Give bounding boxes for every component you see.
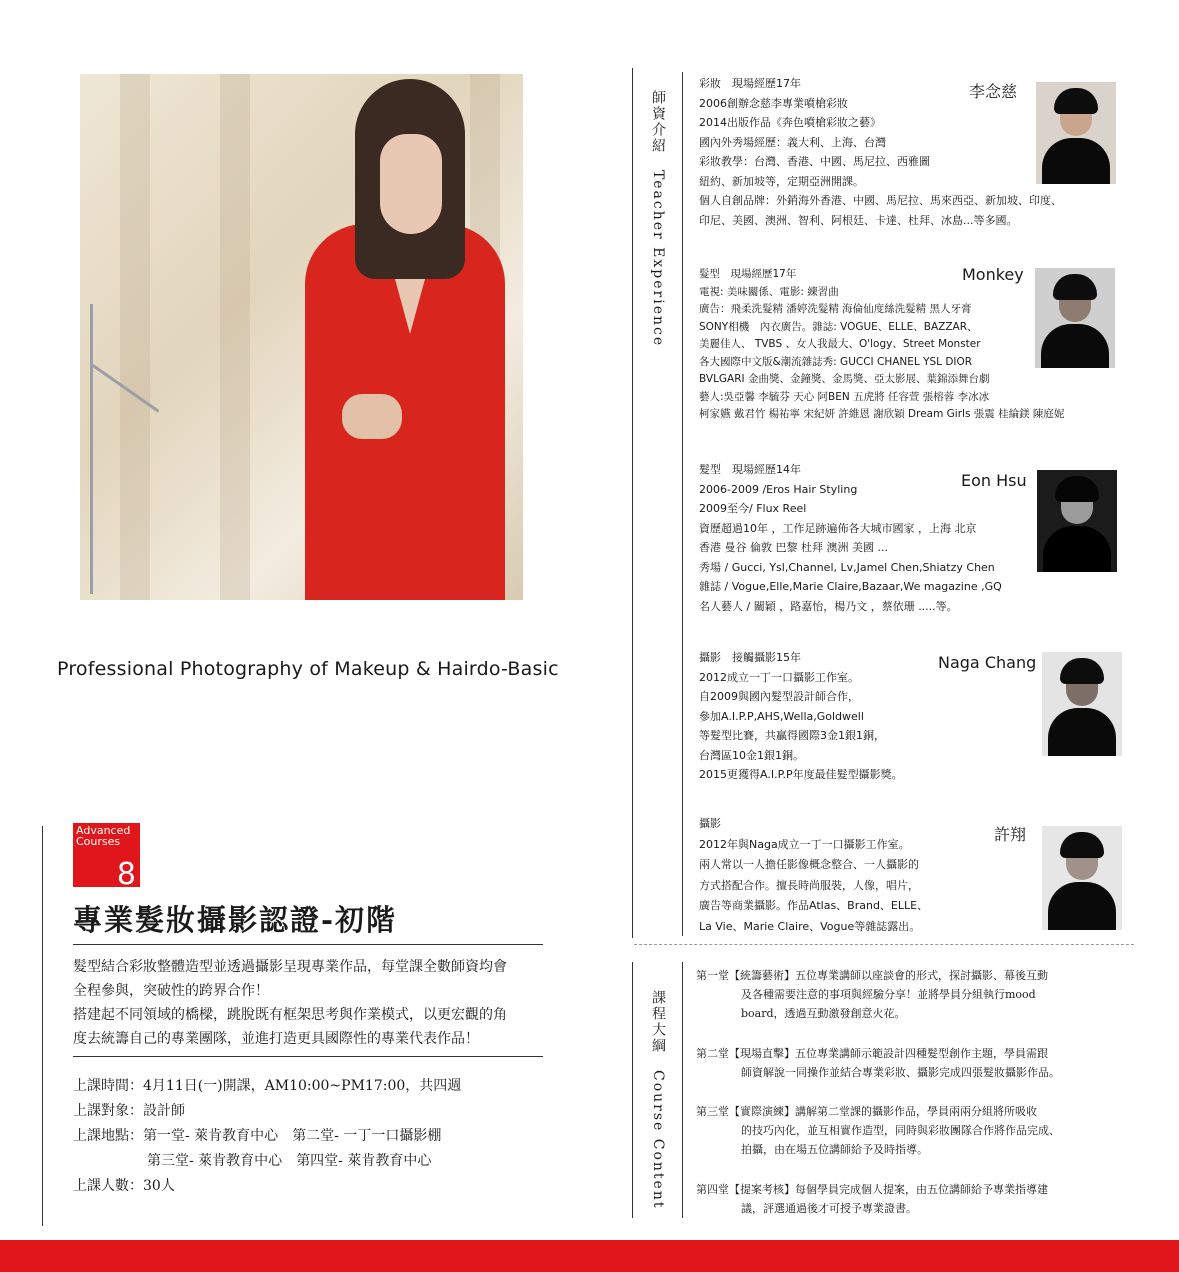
intro-line: 髮型結合彩妝整體造型並透過攝影呈現專業作品，每堂課全數師資均會 bbox=[73, 959, 507, 975]
portrait-hair bbox=[1060, 658, 1104, 684]
portrait-hair bbox=[1055, 476, 1099, 502]
bio-line: 個人自創品牌：外銷海外香港、中國、馬尼拉、馬來西亞、新加坡、印度、 bbox=[699, 194, 1062, 207]
bio-line: 髮型 現場經歷17年 bbox=[699, 268, 797, 280]
teacher-name: Monkey bbox=[962, 265, 1024, 284]
teacher-portrait bbox=[1036, 82, 1116, 184]
info-place-4: 第四堂- 萊肯教育中心 bbox=[296, 1153, 432, 1169]
course-session bbox=[696, 966, 1116, 1023]
teacher-name: Naga Chang bbox=[938, 653, 1037, 672]
course-intro bbox=[73, 955, 551, 1051]
teacher-rule bbox=[682, 72, 683, 936]
bio-line: 自2009與國內髮型設計師合作， bbox=[699, 690, 859, 703]
course-name-english: Professional Photography of Makeup & Hairdo-Basic bbox=[57, 658, 559, 680]
info-place-2: 第二堂- 一丁一口攝影棚 bbox=[292, 1128, 442, 1144]
bio-line: 印尼、美國、澳洲、智利、阿根廷、卡達、杜拜、冰島...等多國。 bbox=[699, 213, 1018, 227]
bio-line: 彩妝教學：台灣、香港、中國、馬尼拉、西雅圖 bbox=[699, 155, 930, 168]
teacher-portrait bbox=[1037, 470, 1117, 572]
bio-line: 方式搭配合作。擅長時尚服裝，人像，唱片， bbox=[699, 878, 919, 892]
bio-line: SONY相機 內衣廣告。雜誌: VOGUE、ELLE、BAZZAR、 bbox=[699, 320, 978, 333]
session-head: 第三堂【實際演練】講解第二堂課的攝影作品，學員兩兩分組將所吸收 bbox=[696, 1105, 1037, 1118]
course-session bbox=[696, 1102, 1116, 1159]
bio-line: 2006-2009 /Eros Hair Styling bbox=[699, 482, 858, 496]
intro-line: 搭建起不同領域的橋樑，跳脫既有框架思考與作業模式，以更宏觀的角 bbox=[73, 1007, 507, 1023]
portrait-hair bbox=[1060, 832, 1104, 858]
info-place-1: 第一堂- 萊肯教育中心 bbox=[143, 1128, 279, 1144]
info-place bbox=[73, 1124, 461, 1149]
teacher-card bbox=[699, 460, 1119, 616]
teacher-name: Eon Hsu bbox=[961, 471, 1027, 490]
left-vertical-rule bbox=[42, 826, 43, 1226]
course-session bbox=[696, 1180, 1116, 1218]
course-rule bbox=[682, 962, 683, 1218]
bio-line: La Vie、Marie Claire、Vogue等雜誌露出。 bbox=[699, 919, 921, 933]
bio-line: 秀場 / Gucci, Ysl,Channel, Lv,Jamel Chen,Shiatzy Chen bbox=[699, 560, 995, 574]
bio-line: 兩人常以一人擔任影像概念整合、一人攝影的 bbox=[699, 858, 919, 871]
bio-line: 攝影 bbox=[699, 817, 721, 830]
teacher-portrait bbox=[1035, 268, 1115, 368]
bio-line: 廣告：飛柔洗髮精 潘婷洗髮精 海倫仙度絲洗髮精 黑人牙膏 bbox=[699, 303, 972, 315]
session-line: board，透過互動激發創意火花。 bbox=[741, 1007, 906, 1020]
bio-line: 雜誌 / Vogue,Elle,Marie Claire,Bazaar,We magazine ,GQ bbox=[699, 580, 1002, 593]
light-stand bbox=[90, 304, 183, 594]
bio-line: 攝影 接觸攝影15年 bbox=[699, 651, 801, 664]
bio-line: 藝人:吳亞馨 李毓芬 天心 阿BEN 五虎將 任容萱 張榕蓉 李冰冰 bbox=[699, 390, 990, 403]
bottom-red-bar bbox=[0, 1240, 1179, 1272]
badge-number: 8 bbox=[116, 857, 136, 892]
teacher-name: 許翔 bbox=[994, 825, 1027, 844]
bio-line: 等髮型比賽，共贏得國際3金1銀1銅， bbox=[699, 729, 885, 742]
bio-line: 廣告等商業攝影。作品Atlas、Brand、ELLE、 bbox=[699, 899, 929, 912]
portrait-body bbox=[1048, 882, 1116, 930]
session-line: 師資解說一同操作並結合專業彩妝、攝影完成四張髮妝攝影作品。 bbox=[741, 1066, 1060, 1079]
session-line: 及各種需要注意的事項與經驗分享！並將學員分組執行mood bbox=[741, 988, 1036, 1001]
teacher-portrait bbox=[1042, 652, 1122, 756]
course-session bbox=[696, 1044, 1116, 1082]
teacher-card bbox=[699, 814, 1119, 937]
badge-line2: Courses bbox=[76, 835, 121, 848]
bio-line: 2014出版作品《奔色噴槍彩妝之藝》 bbox=[699, 116, 881, 129]
portrait-hair bbox=[1054, 88, 1098, 114]
bio-line: 台灣區10金1銀1銅。 bbox=[699, 748, 804, 762]
hero-model-photo bbox=[80, 74, 523, 600]
bio-line: 國內外秀場經歷：義大利、上海、台灣 bbox=[699, 135, 886, 149]
teacher-name: 李念慈 bbox=[969, 82, 1018, 101]
bio-line: 髮型 現場經歷14年 bbox=[699, 463, 801, 476]
center-rule bbox=[632, 68, 633, 938]
model-face bbox=[380, 134, 442, 234]
center-rule bbox=[632, 962, 633, 1218]
bio-line: 名人藝人 / 關穎 ，路嘉怡，楊乃文 ，蔡依珊 .....等。 bbox=[699, 599, 958, 613]
portrait-body bbox=[1041, 324, 1109, 368]
info-audience: 上課對象：設計師 bbox=[73, 1103, 185, 1119]
portrait-body bbox=[1042, 138, 1110, 184]
bio-line: 2012成立一丁一口攝影工作室。 bbox=[699, 670, 859, 684]
bio-line: 電視: 美味關係、電影: 練習曲 bbox=[699, 285, 839, 298]
info-count: 上課人數：30人 bbox=[73, 1178, 175, 1194]
bio-line: 2006創辦念慈李專業噴槍彩妝 bbox=[699, 96, 848, 110]
bio-line: 美麗佳人、 TVBS 、女人我最大、O'logy、Street Monster bbox=[699, 338, 981, 350]
info-place-label: 上課地點： bbox=[73, 1128, 143, 1144]
info-place-3: 第三堂- 萊肯教育中心 bbox=[147, 1153, 283, 1169]
bio-line: BVLGARI 金曲獎、金鐘獎、金馬獎、亞太影展、葉錦添舞台劇 bbox=[699, 373, 990, 385]
badge-line1: Advanced bbox=[76, 824, 131, 837]
bio-line: 香港 曼谷 倫敦 巴黎 杜拜 澳洲 美國 ... bbox=[699, 541, 888, 554]
intro-divider bbox=[73, 1056, 543, 1057]
intro-line: 度去統籌自己的專業團隊，並進打造更具國際性的專業代表作品！ bbox=[73, 1031, 479, 1047]
bio-line: 柯家嬿 戴君竹 楊祐寧 宋紀妍 許維恩 謝欣穎 Dream Girls 張震 桂綸鎂 陳庭妮 bbox=[699, 408, 1065, 420]
bio-line: 參加A.I.P.P,AHS,Wella,Goldwell bbox=[699, 709, 864, 723]
section-dashed-divider bbox=[634, 944, 1134, 945]
course-title: 專業髮妝攝影認證-初階 bbox=[73, 903, 398, 937]
portrait-body bbox=[1043, 526, 1111, 572]
info-place-cont bbox=[73, 1149, 461, 1174]
bio-line: 2009至今/ Flux Reel bbox=[699, 502, 807, 515]
session-line: 拍攝，由在場五位講師給予及時指導。 bbox=[741, 1143, 928, 1156]
teacher-card bbox=[699, 266, 1119, 424]
portrait-hair bbox=[1053, 274, 1097, 300]
teacher-card bbox=[699, 74, 1119, 230]
badge-label bbox=[76, 825, 130, 847]
bio-line: 彩妝 現場經歷17年 bbox=[699, 77, 801, 90]
teacher-portrait bbox=[1042, 826, 1122, 930]
advanced-courses-badge bbox=[73, 823, 140, 892]
title-divider bbox=[73, 944, 543, 945]
model-hand bbox=[342, 394, 402, 439]
session-head: 第二堂【現場直擊】五位專業講師示範設計四種髮型創作主題，學員需跟 bbox=[696, 1047, 1048, 1060]
session-line: 議，評選通過後才可授予專業證書。 bbox=[741, 1202, 917, 1215]
session-head: 第一堂【統籌藝術】五位專業講師以座談會的形式，探討攝影、幕後互動 bbox=[696, 969, 1048, 982]
session-head: 第四堂【提案考核】每個學員完成個人提案，由五位講師給予專業指導建 bbox=[696, 1183, 1048, 1196]
bio-line: 各大國際中文版&潮流雜誌秀: GUCCI CHANEL YSL DIOR bbox=[699, 355, 973, 368]
intro-line: 全程參與，突破性的跨界合作！ bbox=[73, 983, 269, 999]
bio-line: 資歷超過10年 ，工作足跡遍佈各大城市國家 ，上海 北京 bbox=[699, 521, 977, 535]
course-info bbox=[73, 1074, 461, 1199]
session-line: 的技巧內化，並互相實作造型，同時與彩妝團隊合作將作品完成、 bbox=[741, 1124, 1060, 1137]
teacher-card bbox=[699, 648, 1119, 785]
info-time: 上課時間：4月11日(一)開課，AM10:00~PM17:00，共四週 bbox=[73, 1078, 462, 1094]
section-label-teacher: 師資介紹 Teacher Experience bbox=[650, 90, 666, 348]
bio-line: 2015更獲得A.I.P.P年度最佳髮型攝影獎。 bbox=[699, 768, 903, 781]
portrait-body bbox=[1048, 708, 1116, 756]
bio-line: 紐約、新加坡等，定期亞洲開課。 bbox=[699, 174, 864, 188]
bio-line: 2012年與Naga成立一丁一口攝影工作室。 bbox=[699, 837, 910, 851]
backdrop-fold bbox=[220, 74, 250, 600]
section-label-course: 課程大綱 Course Content bbox=[650, 990, 666, 1210]
